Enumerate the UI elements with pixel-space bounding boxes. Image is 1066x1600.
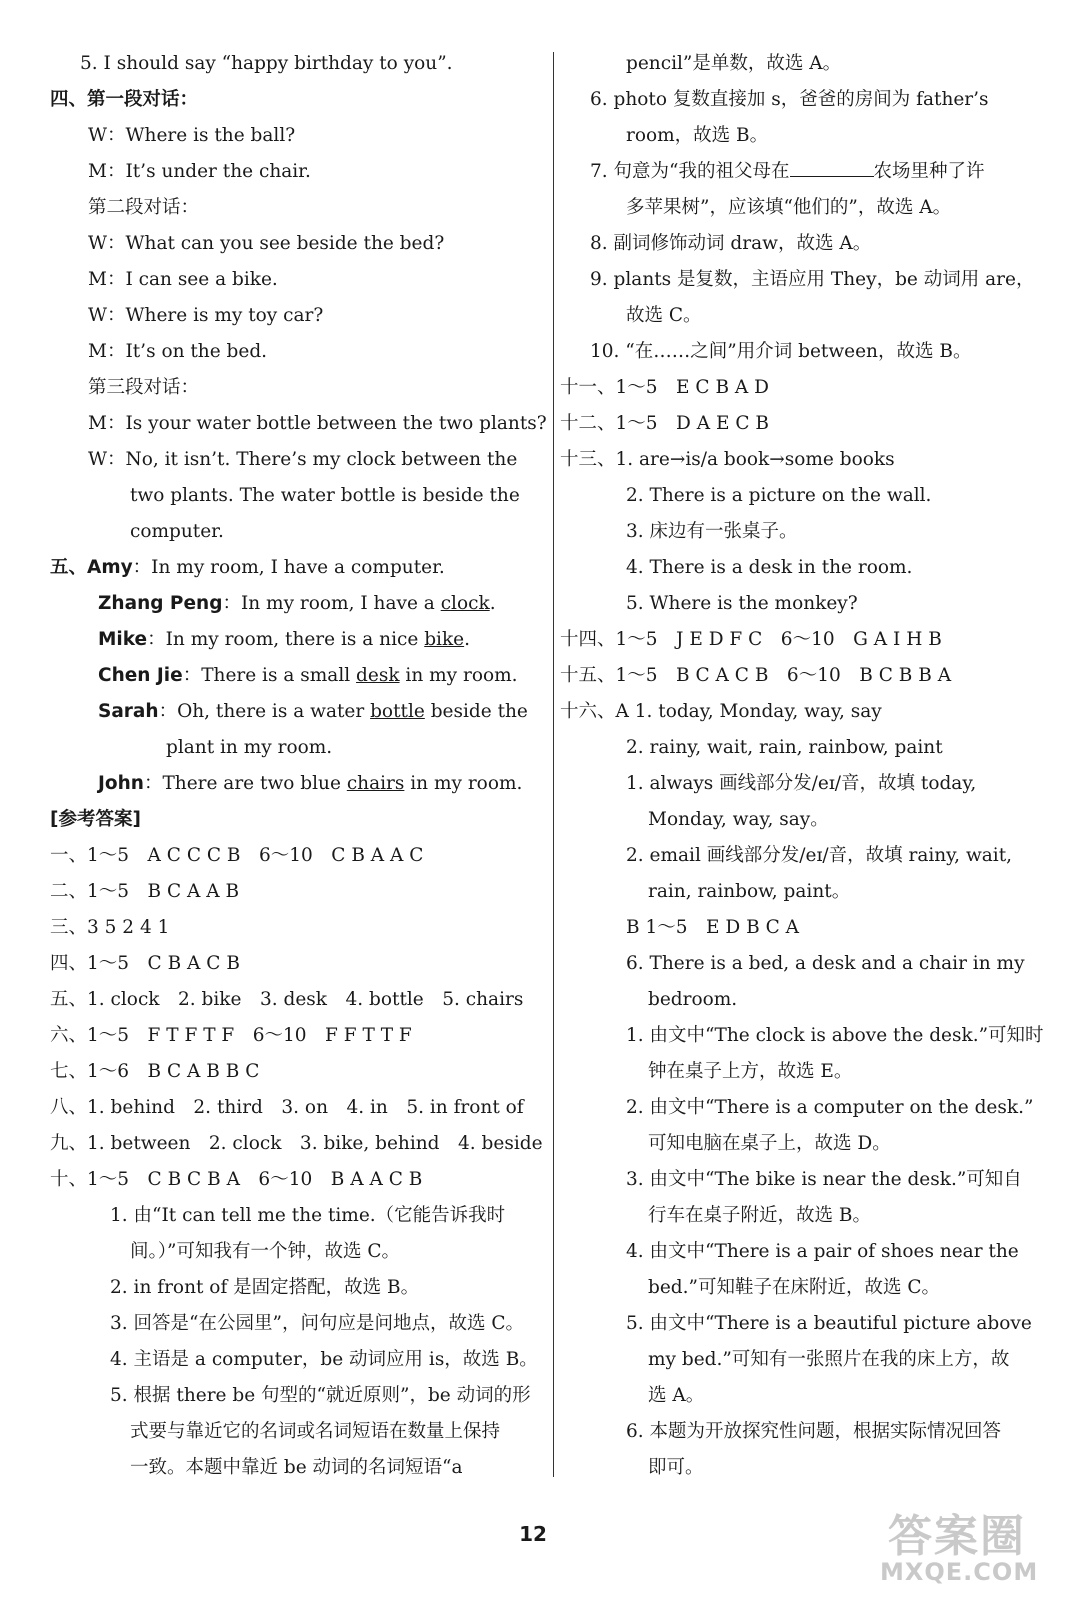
dialogue-text: ：There are two blue bbox=[143, 773, 347, 794]
explanation-line: 6. 本题为开放探究性问题，根据实际情况回答 bbox=[626, 1421, 1002, 1442]
explanation-line: 行车在桌子附近，故选 B。 bbox=[648, 1205, 871, 1226]
dialogue-line bbox=[50, 658, 550, 694]
answer-word: desk bbox=[356, 665, 400, 686]
speaker-name: Zhang Peng bbox=[98, 593, 223, 614]
explanation-line: 间。）”可知我有一个钟，故选 C。 bbox=[130, 1241, 400, 1262]
speaker-name: Mike bbox=[98, 629, 148, 650]
answer-line: 十四、1～5 J E D F C 6～10 G A I H B bbox=[560, 629, 942, 650]
text-line: 第三段对话： bbox=[88, 377, 200, 398]
explanation-line: 式要与靠近它的名词或名词短语在数量上保持 bbox=[130, 1421, 501, 1442]
dialogue-text: ：There is a small bbox=[182, 665, 357, 686]
speaker-name: Sarah bbox=[98, 701, 159, 722]
explanation-line: 6. photo 复数直接加 s，爸爸的房间为 father’s bbox=[590, 89, 989, 110]
text-line: plant in my room. bbox=[166, 737, 333, 758]
dialogue-text: in my room. bbox=[399, 665, 518, 686]
explanation-line: 1. 由“It can tell me the time.（它能告诉我时 bbox=[110, 1205, 506, 1226]
explanation-line: 2. 由文中“There is a computer on the desk.” bbox=[626, 1097, 1034, 1118]
dialogue-line bbox=[50, 586, 550, 622]
text-line: two plants. The water bottle is beside the bbox=[130, 485, 520, 506]
dialogue-text: . bbox=[464, 629, 471, 650]
section-heading: 四、第一段对话： bbox=[50, 89, 199, 110]
explanation-line: 4. 由文中“There is a pair of shoes near the bbox=[626, 1241, 1019, 1262]
fill-in-blank bbox=[790, 156, 874, 177]
answer-line: 五、1. clock 2. bike 3. desk 4. bottle 5. chairs bbox=[50, 989, 524, 1010]
dialogue-line bbox=[50, 766, 550, 802]
dialogue-text: ：In my room, I have a computer. bbox=[132, 557, 445, 578]
answer-line: bedroom. bbox=[648, 989, 738, 1010]
text-line: M：It’s on the bed. bbox=[88, 341, 268, 362]
explanation-line: 可知电脑在桌子上，故选 D。 bbox=[648, 1133, 891, 1154]
explanation-line: rain, rainbow, paint。 bbox=[648, 881, 851, 902]
answer-line: 4. There is a desk in the room. bbox=[626, 557, 913, 578]
watermark-logo-text: 答案圈 bbox=[888, 1511, 1026, 1562]
column-divider bbox=[553, 52, 554, 1477]
explanation-line: 5. 根据 there be 句型的“就近原则”，be 动词的形 bbox=[110, 1385, 531, 1406]
answer-word: bottle bbox=[370, 701, 425, 722]
answer-line: 2. There is a picture on the wall. bbox=[626, 485, 932, 506]
answer-line: 四、1～5 C B A C B bbox=[50, 953, 240, 974]
answer-word: clock bbox=[440, 593, 490, 614]
text-line: M：I can see a bike. bbox=[88, 269, 278, 290]
explanation-line: pencil”是单数，故选 A。 bbox=[626, 53, 842, 74]
answer-line: 九、1. between 2. clock 3. bike, behind 4. beside bbox=[50, 1133, 543, 1154]
text-line: W：No, it isn’t. There’s my clock between the bbox=[88, 449, 518, 470]
answer-line: 六、1～5 F T F T F 6～10 F F T T F bbox=[50, 1025, 412, 1046]
explanation-line: 即可。 bbox=[648, 1457, 704, 1478]
answer-line: 十五、1～5 B C A C B 6～10 B C B B A bbox=[560, 665, 952, 686]
explanation-line: 3. 由文中“The bike is near the desk.”可知自 bbox=[626, 1169, 1022, 1190]
explanation-line: 1. always 画线部分发/eɪ/音，故填 today, bbox=[626, 773, 977, 794]
reference-answers-heading: [参考答案] bbox=[50, 809, 141, 830]
answer-line: 十、1～5 C B C B A 6～10 B A A C B bbox=[50, 1169, 423, 1190]
explanation-line: 5. 由文中“There is a beautiful picture above bbox=[626, 1313, 1032, 1334]
answer-line: 3. 床边有一张桌子。 bbox=[626, 521, 798, 542]
explanation-text: 7. 句意为“我的祖父母在 bbox=[590, 161, 790, 182]
explanation-line: 1. 由文中“The clock is above the desk.”可知时 bbox=[626, 1025, 1044, 1046]
text-line: W：Where is the ball? bbox=[88, 125, 296, 146]
text-line: computer. bbox=[130, 521, 224, 542]
answer-line: 三、3 5 2 4 1 bbox=[50, 917, 170, 938]
answer-word: chairs bbox=[346, 773, 405, 794]
text-line: W：Where is my toy car? bbox=[88, 305, 324, 326]
text-line: M：Is your water bottle between the two plants? bbox=[88, 413, 547, 434]
answer-line: 5. Where is the monkey? bbox=[626, 593, 858, 614]
dialogue-line bbox=[50, 622, 550, 658]
explanation-line: 多苹果树”，应该填“他们的”，故选 A。 bbox=[626, 197, 952, 218]
dialogue-text: . bbox=[489, 593, 496, 614]
watermark-site-text: MXQE.COM bbox=[880, 1558, 1039, 1586]
left-column bbox=[50, 46, 550, 1486]
speaker-name: Amy bbox=[87, 557, 133, 578]
dialogue-text: in my room. bbox=[404, 773, 523, 794]
answer-line: 一、1～5 A C C C B 6～10 C B A A C bbox=[50, 845, 424, 866]
answer-word: bike bbox=[424, 629, 465, 650]
answer-line: 十一、1～5 E C B A D bbox=[560, 377, 770, 398]
dialogue-text: beside the bbox=[424, 701, 528, 722]
explanation-line: bed.”可知鞋子在床附近，故选 C。 bbox=[648, 1277, 941, 1298]
explanation-line: 3. 回答是“在公园里”，问句应是问地点，故选 C。 bbox=[110, 1313, 524, 1334]
section-number: 五、 bbox=[50, 557, 88, 578]
dialogue-text: ：Oh, there is a water bbox=[158, 701, 371, 722]
answer-line: 七、1～6 B C A B B C bbox=[50, 1061, 260, 1082]
explanation-line: 4. 主语是 a computer，be 动词应用 is，故选 B。 bbox=[110, 1349, 538, 1370]
answer-line: B 1～5 E D B C A bbox=[626, 917, 799, 938]
answer-line: 二、1～5 B C A A B bbox=[50, 881, 240, 902]
dialogue-text: ：In my room, I have a bbox=[222, 593, 441, 614]
explanation-line: 选 A。 bbox=[648, 1385, 705, 1406]
explanation-line: Monday, way, say。 bbox=[648, 809, 829, 830]
explanation-line: my bed.”可知有一张照片在我的床上方，故 bbox=[648, 1349, 1010, 1370]
answer-line: 八、1. behind 2. third 3. on 4. in 5. in front of bbox=[50, 1097, 524, 1118]
answer-line: 十三、1. are→is/a book→some books bbox=[560, 449, 895, 470]
explanation-line: 钟在桌子上方，故选 E。 bbox=[648, 1061, 853, 1082]
dialogue-text: ：In my room, there is a nice bbox=[147, 629, 425, 650]
right-column bbox=[560, 46, 1060, 1486]
explanation-text: 农场里种了许 bbox=[873, 161, 985, 182]
answer-line: 十六、A 1. today, Monday, way, say bbox=[560, 701, 882, 722]
answer-line: 6. There is a bed, a desk and a chair in my bbox=[626, 953, 1025, 974]
speaker-name: Chen Jie bbox=[98, 665, 183, 686]
dialogue-line bbox=[50, 550, 550, 586]
answer-line: 十二、1～5 D A E C B bbox=[560, 413, 770, 434]
text-line: 5. I should say “happy birthday to you”. bbox=[80, 53, 453, 74]
dialogue-line bbox=[50, 694, 550, 730]
speaker-name: John bbox=[98, 773, 144, 794]
explanation-line: 8. 副词修饰动词 draw，故选 A。 bbox=[590, 233, 872, 254]
text-line: M：It’s under the chair. bbox=[88, 161, 311, 182]
explanation-line: 一致。本题中靠近 be 动词的名词短语“a bbox=[130, 1457, 463, 1478]
page-number: 12 bbox=[519, 1522, 547, 1546]
explanation-line: 9. plants 是复数，主语应用 They，be 动词用 are， bbox=[590, 269, 1035, 290]
explanation-line: room，故选 B。 bbox=[626, 125, 769, 146]
text-line: 第二段对话： bbox=[88, 197, 200, 218]
explanation-line: 10. “在……之间”用介词 between，故选 B。 bbox=[590, 341, 972, 362]
watermark-logo bbox=[880, 1500, 1060, 1596]
explanation-line bbox=[560, 154, 1060, 190]
answer-line: 2. rainy, wait, rain, rainbow, paint bbox=[626, 737, 943, 758]
explanation-line: 2. email 画线部分发/eɪ/音，故填 rainy, wait, bbox=[626, 845, 1013, 866]
text-line: W：What can you see beside the bed? bbox=[88, 233, 445, 254]
explanation-line: 2. in front of 是固定搭配，故选 B。 bbox=[110, 1277, 420, 1298]
explanation-line: 故选 C。 bbox=[626, 305, 702, 326]
